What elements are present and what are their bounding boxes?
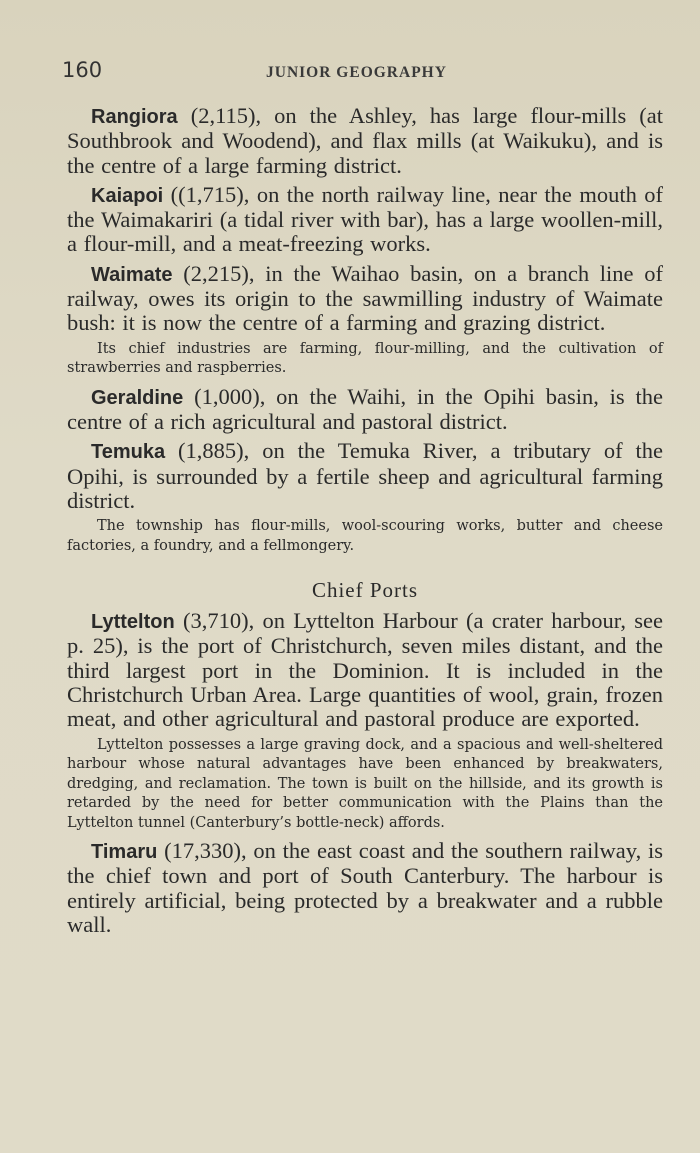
paragraph-rangiora bbox=[67, 104, 663, 178]
paragraph-text: (2,115), on the Ashley, has large flour-mills (at Southbrook and Woodend), and flax mills (at Waikuku), and is the centre of a large farming district. bbox=[67, 103, 663, 178]
page-body bbox=[67, 104, 663, 942]
note-text: The township has flour-mills, wool-scouring works, butter and cheese factories, a foundry, and a fellmongery. bbox=[67, 518, 663, 554]
running-title: JUNIOR GEOGRAPHY bbox=[266, 64, 447, 81]
place-name: Rangiora bbox=[91, 106, 178, 128]
paragraph-kaiapoi bbox=[67, 183, 663, 257]
paragraph-text: (2,215), in the Waihao basin, on a branch line of railway, owes its origin to the sawmilling industry of Waimate bush: it is now the centre of a farming and grazing district. bbox=[67, 260, 663, 336]
place-name: Geraldine bbox=[91, 386, 184, 409]
page-number: 160 bbox=[62, 58, 103, 82]
paragraph-waimate bbox=[67, 262, 663, 336]
note-waimate bbox=[67, 340, 663, 379]
paragraph-text: (1,885), on the Temuka River, a tributary of the Opihi, is surrounded by a fertile sheep and agricultural farming district. bbox=[67, 438, 663, 513]
place-name: Temuka bbox=[91, 441, 166, 464]
note-text: Its chief industries are farming, flour-milling, and the cultivation of strawberries and raspberries. bbox=[67, 340, 663, 377]
paragraph-timaru bbox=[67, 839, 663, 937]
note-text: Lyttelton possesses a large graving dock, and a spacious and well-sheltered harbour whose natural advantages have been enhanced by breakwaters, dredging, and reclamation. The town is built on the hillside, and its growth is retarded by the need for better communication with the Plains than the Lyttelton tunnel (Canterbury’s bottle-neck) affords. bbox=[67, 736, 663, 831]
paragraph-text: ((1,715), on the north railway line, near the mouth of the Waimakariri (a tidal river with bar), has a large woollen-mill, a flour-mill, and a meat-freezing works. bbox=[67, 181, 663, 257]
paragraph-temuka bbox=[67, 439, 663, 513]
place-name: Timaru bbox=[91, 841, 158, 864]
paragraph-text: (1,000), on the Waihi, in the Opihi basin, is the centre of a rich agricultural and pastoral district. bbox=[67, 383, 663, 434]
place-name: Kaiapoi bbox=[91, 184, 164, 207]
page-header bbox=[62, 58, 662, 86]
section-heading: Chief Ports bbox=[311, 578, 419, 603]
paragraph-text: (3,710), on Lyttelton Harbour (a crater harbour, see p. 25), is the port of Christchurch, seven miles distant, and the third largest port in the Dominion. It is included in the Christchurch Urban Area. Large quantities of wool, grain, frozen meat, and other agricultural and pastoral produce are exported. bbox=[67, 608, 663, 732]
note-lyttelton bbox=[67, 736, 663, 834]
place-name: Lyttelton bbox=[91, 611, 175, 634]
paragraph-text: (17,330), on the east coast and the southern railway, is the chief town and port of South Canterbury. The harbour is entirely artificial, being protected by a breakwater and a rubble wall. bbox=[67, 838, 663, 938]
place-name: Waimate bbox=[91, 263, 173, 286]
note-temuka bbox=[67, 517, 663, 556]
paragraph-lyttelton bbox=[67, 609, 663, 731]
paragraph-geraldine bbox=[67, 385, 663, 435]
